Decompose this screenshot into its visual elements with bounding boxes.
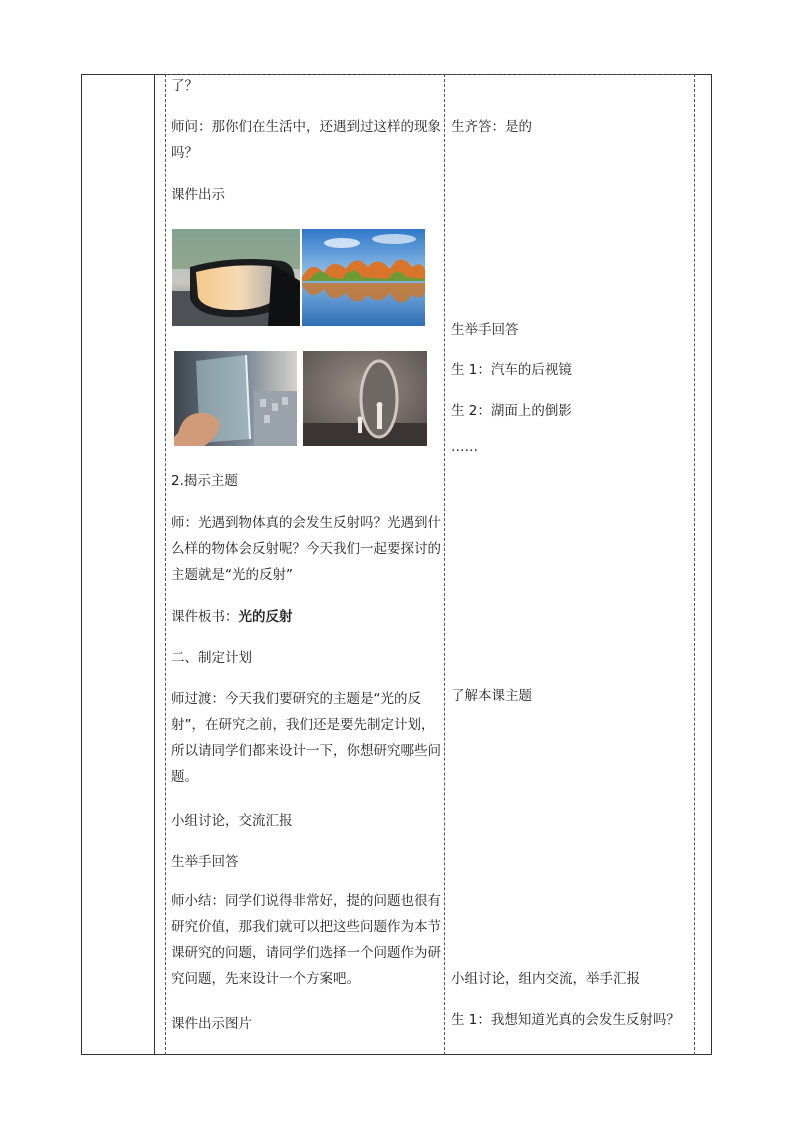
- column-divider-dashed: [444, 74, 445, 1055]
- courseware-label: 课件出示: [171, 187, 225, 203]
- row-divider-dashed: [165, 74, 694, 75]
- student-answer: 生举手回答: [451, 322, 519, 338]
- activity-text: 生举手回答: [171, 854, 239, 870]
- student-answer: 生齐答：是的: [451, 119, 532, 135]
- board-writing: [171, 604, 293, 630]
- section-heading: 二、制定计划: [171, 650, 252, 666]
- board-value: 光的反射: [238, 609, 293, 625]
- student-activity: 小组讨论，组内交流，举手汇报: [451, 971, 640, 987]
- teacher-transition: 师过渡：今天我们要研究的主题是“光的反射”，在研究之前，我们还是要先制定计划，所以请同学们都来设计一下，你想研究哪些问题。: [171, 691, 441, 785]
- student-activity: 了解本课主题: [451, 688, 532, 704]
- board-label: 课件板书：: [171, 609, 239, 625]
- ellipsis: ……: [451, 439, 478, 455]
- glass-pane-image: [174, 351, 297, 446]
- teacher-summary: 师小结：同学们说得非常好，提的问题也很有研究价值，那我们就可以把这些问题作为本节课研究的问题，请同学们选择一个问题作为研究问题，先来设计一个方案吧。: [171, 893, 441, 987]
- column-divider: [154, 74, 155, 1055]
- car-mirror-image: [172, 229, 300, 326]
- student-answer: 生 2：湖面上的倒影: [451, 403, 572, 419]
- lake-reflection-image: [302, 229, 425, 326]
- teacher-question: 师问：那你们在生活中，还遇到过这样的现象吗？: [171, 119, 441, 161]
- teacher-question: 师：光遇到物体真的会发生反射吗？光遇到什么样的物体会反射呢？今天我们一起要探讨的主题就是“光的反射”: [171, 515, 441, 583]
- text-line: 了？: [171, 78, 198, 94]
- round-mirror-image: [303, 351, 427, 446]
- student-answer: 生 1：我想知道光真的会发生反射吗？: [451, 1012, 680, 1028]
- section-heading: 2.揭示主题: [171, 473, 238, 489]
- column-divider-dashed: [694, 74, 695, 1055]
- column-divider-dashed: [165, 74, 166, 1055]
- activity-text: 小组讨论，交流汇报: [171, 813, 293, 829]
- student-answer: 生 1：汽车的后视镜: [451, 362, 572, 378]
- courseware-label: 课件出示图片: [171, 1016, 252, 1032]
